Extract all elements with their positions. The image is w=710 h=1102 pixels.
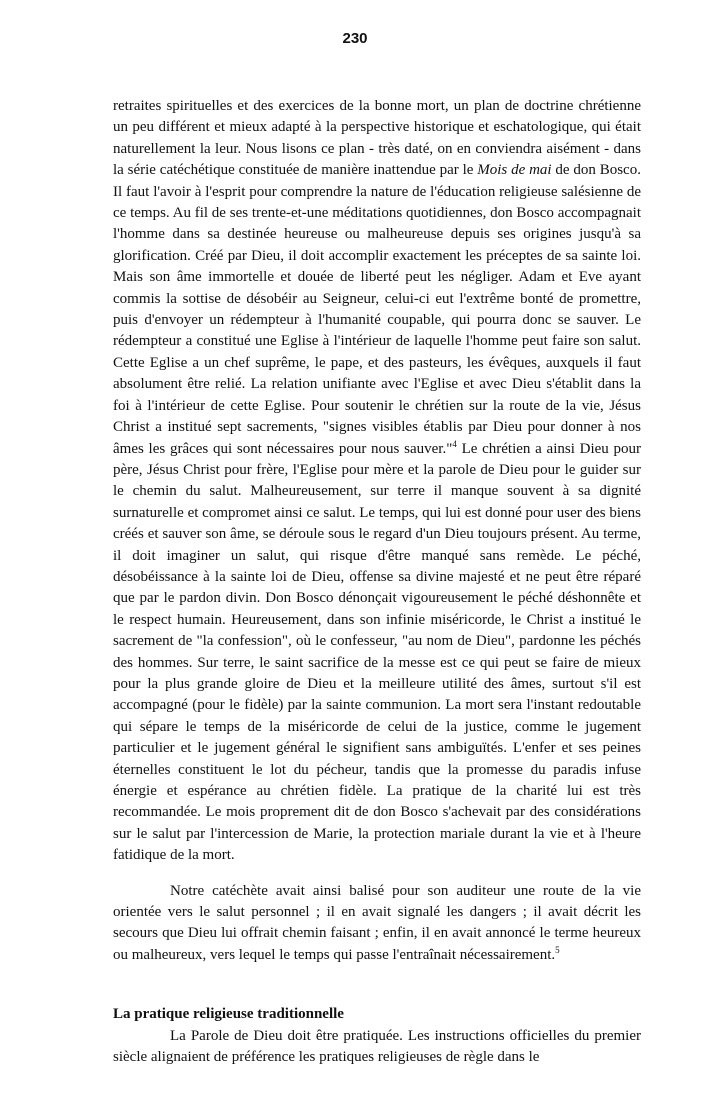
paragraph-parole-de-dieu: La Parole de Dieu doit être pratiquée. Les instructions officielles du premier siècle alignaient de préférence les pratiques religieuses de règle dans le <box>113 1027 641 1066</box>
paragraph-text-end: Le chrétien a ainsi Dieu pour père, Jésus Christ pour frère, l'Eglise pour mère et la parole de Dieu pour le guider sur le chemin du salut. Malheureusement, sur terre il manque souvent à sa dignité surnaturelle et compromet ainsi ce salut. Le temps, qui lui est donné pour user des biens créés et sauver son âme, se déroule sous le regard d'un Dieu toujours présent. Au terme, il doit imaginer un salut, qui risque d'être manqué sans remède. Le péché, désobéissance à la sainte loi de Dieu, offense sa divine majesté et ne peut être réparé que par le pardon divin. Don Bosco dénonçait vigoureusement le péché déshonnête et le respect humain. Heureusement, dans son infinie miséricorde, le Christ a institué le sacrement de "la confession", où le confesseur, "au nom de Dieu", pardonne les péchés des hommes. Sur terre, le saint sacrifice de la messe est ce qui peut se faire de mieux pour la plus grande gloire de Dieu et la meilleure utilité des âmes, surtout s'il est accompagné (pour le fidèle) par la sainte communion. La mort sera l'instant redoutable qui sépare le temps de la miséricorde de celui de la justice, comme le jugement particulier et le jugement général le signifient sans ambiguïtés. L'enfer et ses peines éternelles constituent le lot du pécheur, tandis que la promesse du paradis infuse énergie et espérance au chrétien fidèle. La pratique de la charité lui est très recommandée. Le mois proprement dit de don Bosco s'achevait par des considérations sur le salut par l'intercession de Marie, la protection mariale durant la vie et à l'heure fatidique de la mort. <box>113 440 641 864</box>
paragraph-text-start: retraites spirituelles et des exercices de la bonne mort, un plan de doctrine chrétienne un peu différent et mieux adapté à la perspective historique et eschatologique, qui était naturellement la leur. Nous lisons ce plan - très daté, on en conviendra aisément - dans la série catéchétique constituée de manière inattendue par le <box>113 98 641 179</box>
page-number: 230 <box>342 30 368 47</box>
body-text <box>113 96 641 1068</box>
paragraph-text-middle: de don Bosco. Il faut l'avoir à l'esprit pour comprendre la nature de l'éducation religieuse salésienne de ce temps. Au fil de ses trente-et-une méditations quotidiennes, don Bosco accompagnait l'homme dans sa destinée heureuse ou malheureuse depuis ses origines jusqu'à sa glorification. Créé par Dieu, il doit accomplir exactement les préceptes de sa sainte loi. Mais son âme immortelle et douée de liberté peut les négliger. Adam et Eve ayant commis la sottise de désobéir au Seigneur, celui-ci eut l'extrême bonté de promettre, puis d'envoyer un rédempteur à l'humanité coupable, qui pourra donc se sauver. Le rédempteur a constitué une Eglise à l'intérieur de laquelle l'homme peut faire son salut. Cette Eglise a un chef suprême, le pape, et des pasteurs, les évêques, auxquels il faut absolument être relié. La relation unifiante avec l'Eglise et avec Dieu s'établit dans la foi à l'intérieur de cette Eglise. Pour soutenir le chrétien sur la route de la vie, Jésus Christ a institué sept sacrements, "signes visibles établis par Dieu pour donner à nos âmes les grâces qui sont nécessaires pour nous sauver." <box>113 162 641 457</box>
paragraph-text: Notre catéchète avait ainsi balisé pour son auditeur une route de la vie orientée vers le salut personnel ; il en avait signalé les dangers ; il avait décrit les secours que Dieu lui offrait chemin faisant ; enfin, il en avait annoncé le terme heureux ou malheureux, vers lequel le temps qui passe l'entraînait nécessairement. <box>113 882 641 963</box>
paragraph-mois-de-mai <box>113 96 641 867</box>
paragraph-catechete <box>113 881 641 967</box>
book-title-italic: Mois de mai <box>477 162 552 179</box>
footnote-ref-4: 4 <box>452 438 457 449</box>
footnote-ref-5: 5 <box>555 944 560 955</box>
section-heading: La pratique religieuse traditionnelle <box>113 1006 344 1023</box>
